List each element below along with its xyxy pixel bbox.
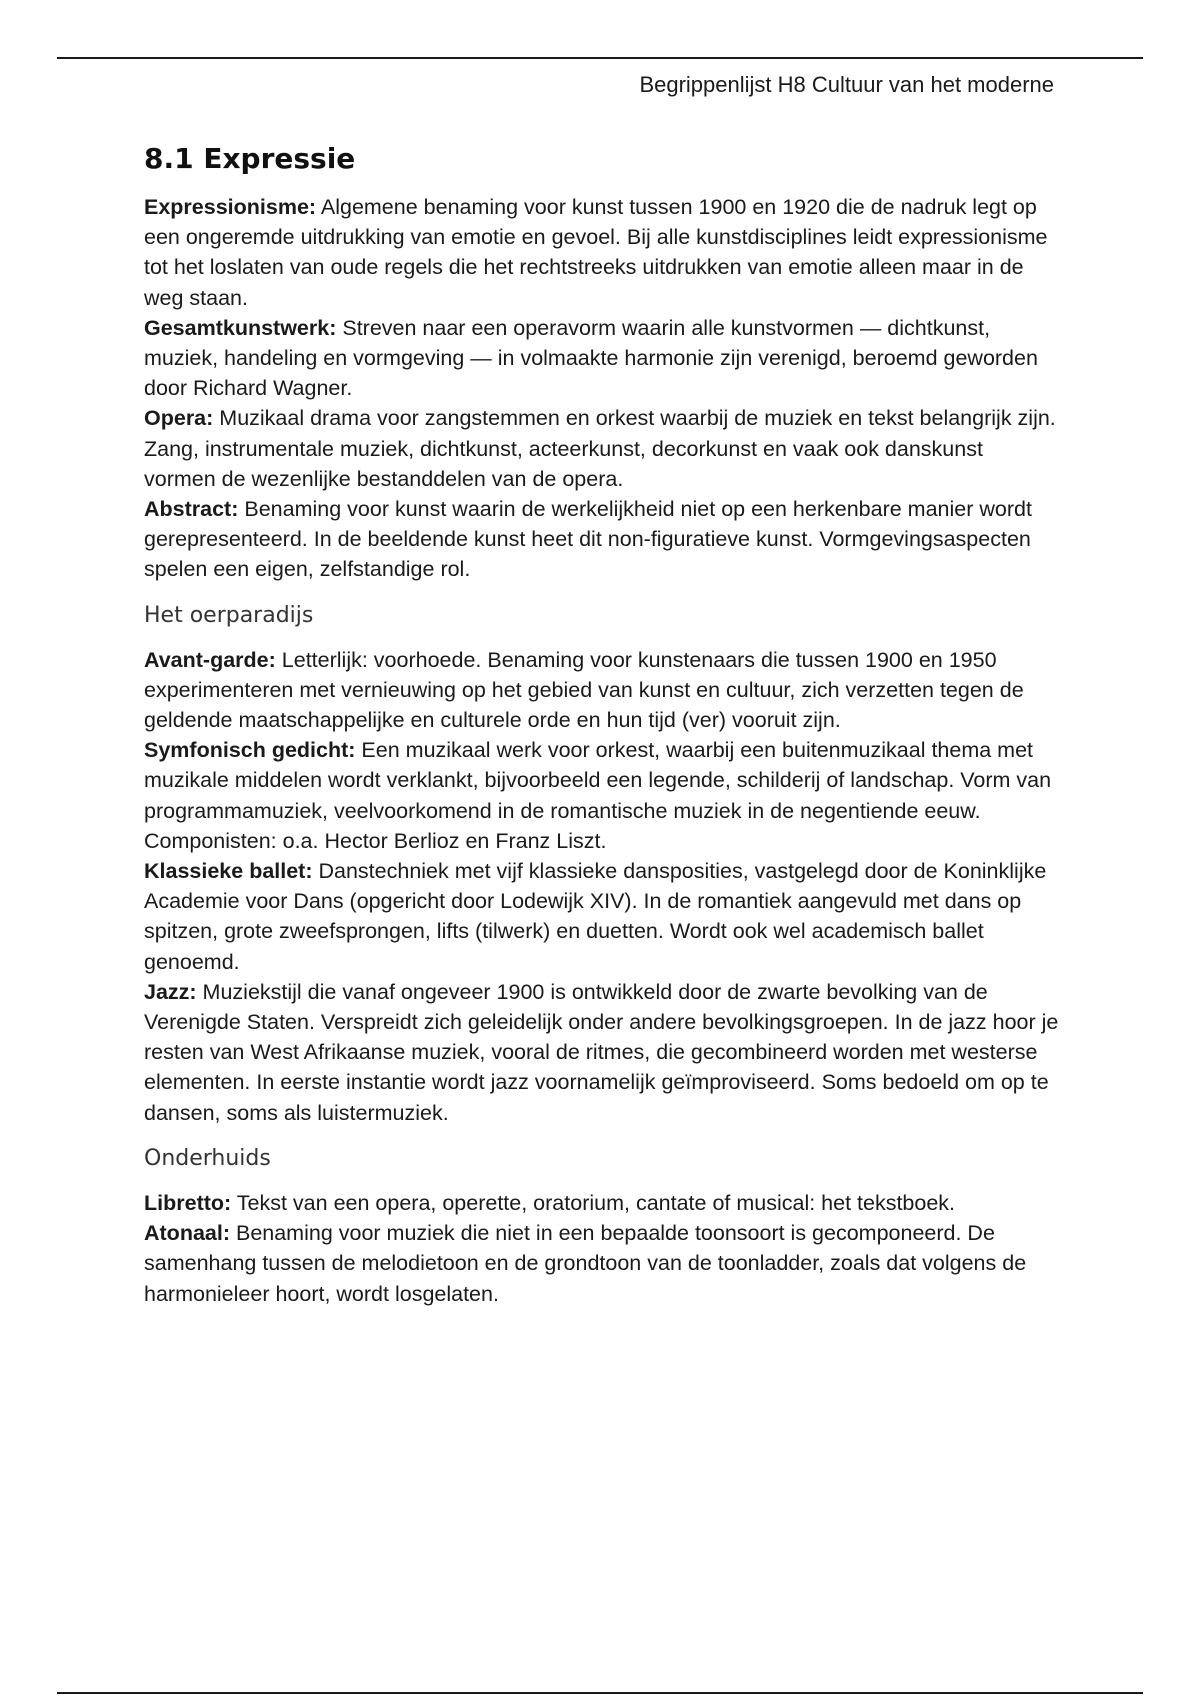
document-body: [144, 140, 1059, 1309]
glossary-term: Libretto:: [144, 1190, 232, 1215]
glossary-entry: [144, 856, 1059, 977]
section-title: 8.1 Expressie: [144, 142, 356, 175]
glossary-definition: Benaming voor kunst waarin de werkelijkheid niet op een herkenbare manier wordt gerepresenteerd. In de beeldende kunst heet dit non-figuratieve kunst. Vormgevingsaspecten spelen een eigen, zelfstandige rol.: [144, 497, 1032, 582]
glossary-definition: Letterlijk: voorhoede. Benaming voor kunstenaars die tussen 1900 en 1950 experimenteren met vernieuwing op het gebied van kunst en cultuur, zich verzetten tegen de geldende maatschappelijke en culturele orde en hun tijd (ver) vooruit zijn.: [144, 647, 1024, 733]
glossary-entry: [144, 403, 1059, 494]
glossary-definition: Algemene benaming voor kunst tussen 1900 en 1920 die de nadruk legt op een ongeremde uitdrukking van emotie en gevoel. Bij alle kunstdisciplines leidt expressionisme tot het loslaten van oude regels die het rechtstreeks uitdrukken van emotie alleen maar in de weg staan.: [144, 195, 1048, 310]
glossary-term: Opera:: [144, 406, 214, 431]
glossary-definition: Danstechniek met vijf klassieke dansposities, vastgelegd door de Koninklijke Academie voor Dans (opgericht door Lodewijk XIV). In de romantiek aangevuld met dans op spitzen, grote zweefsprongen, lifts (tilwerk) en duetten. Wordt ook wel academisch ballet genoemd.: [144, 859, 1047, 974]
glossary-term: Atonaal:: [144, 1221, 230, 1246]
subsection-title: Het oerparadijs: [144, 602, 314, 628]
glossary-entry: [144, 313, 1059, 404]
glossary-definition: Een muzikaal werk voor orkest, waarbij een buitenmuzikaal thema met muzikale middelen wordt verklankt, bijvoorbeeld een legende, schilderij of landschap. Vorm van programmamuziek, veelvoorkomend in de romantische muziek in de negentiende eeuw. Componisten: o.a. Hector Berlioz en Franz Liszt.: [144, 738, 1052, 853]
glossary-definition: Tekst van een opera, operette, oratorium, cantate of musical: het tekstboek.: [231, 1190, 956, 1215]
glossary-term: Gesamtkunstwerk:: [144, 315, 337, 340]
glossary-definition: Muzikaal drama voor zangstemmen en orkest waarbij de muziek en tekst belangrijk zijn. Zang, instrumentale muziek, dichtkunst, acteerkunst, decorkunst en vaak ook danskunst vormen de wezenlijke bestanddelen van de opera.: [144, 406, 1056, 491]
glossary-term: Symfonisch gedicht:: [144, 738, 356, 763]
header-rule: [57, 57, 1143, 59]
glossary-definition: Streven naar een operavorm waarin alle kunstvormen — dichtkunst, muziek, handeling en vormgeving — in volmaakte harmonie zijn verenigd, beroemd geworden door Richard Wagner.: [144, 315, 1038, 401]
glossary-entry: [144, 192, 1059, 313]
glossary-entry: [144, 645, 1059, 736]
glossary-entry: [144, 1188, 1059, 1218]
glossary-term: Abstract:: [144, 497, 239, 522]
running-header: Begrippenlijst H8 Cultuur van het moderne: [639, 72, 1054, 97]
glossary-definition: Benaming voor muziek die niet in een bepaalde toonsoort is gecomponeerd. De samenhang tussen de melodietoon en de grondtoon van de toonladder, zoals dat volgens de harmonieleer hoort, wordt losgelaten.: [144, 1221, 1027, 1306]
subsection-title: Onderhuids: [144, 1145, 271, 1171]
glossary-entry: [144, 494, 1059, 585]
glossary-term: Avant-garde:: [144, 647, 276, 672]
glossary-entry: [144, 1218, 1059, 1309]
glossary-term: Klassieke ballet:: [144, 859, 313, 884]
glossary-entry: [144, 735, 1059, 856]
footer-rule: [57, 1692, 1143, 1694]
glossary-entry: [144, 977, 1059, 1128]
glossary-term: Jazz:: [144, 979, 197, 1004]
glossary-definition: Muziekstijl die vanaf ongeveer 1900 is ontwikkeld door de zwarte bevolking van de Verenigde Staten. Verspreidt zich geleidelijk onder andere bevolkingsgroepen. In de jazz hoor je resten van West Afrikaanse muziek, vooral de ritmes, die gecombineerd worden met westerse elementen. In eerste instantie wordt jazz voornamelijk geïmproviseerd. Soms bedoeld om op te dansen, soms als luistermuziek.: [144, 979, 1059, 1125]
glossary-term: Expressionisme:: [144, 195, 317, 219]
